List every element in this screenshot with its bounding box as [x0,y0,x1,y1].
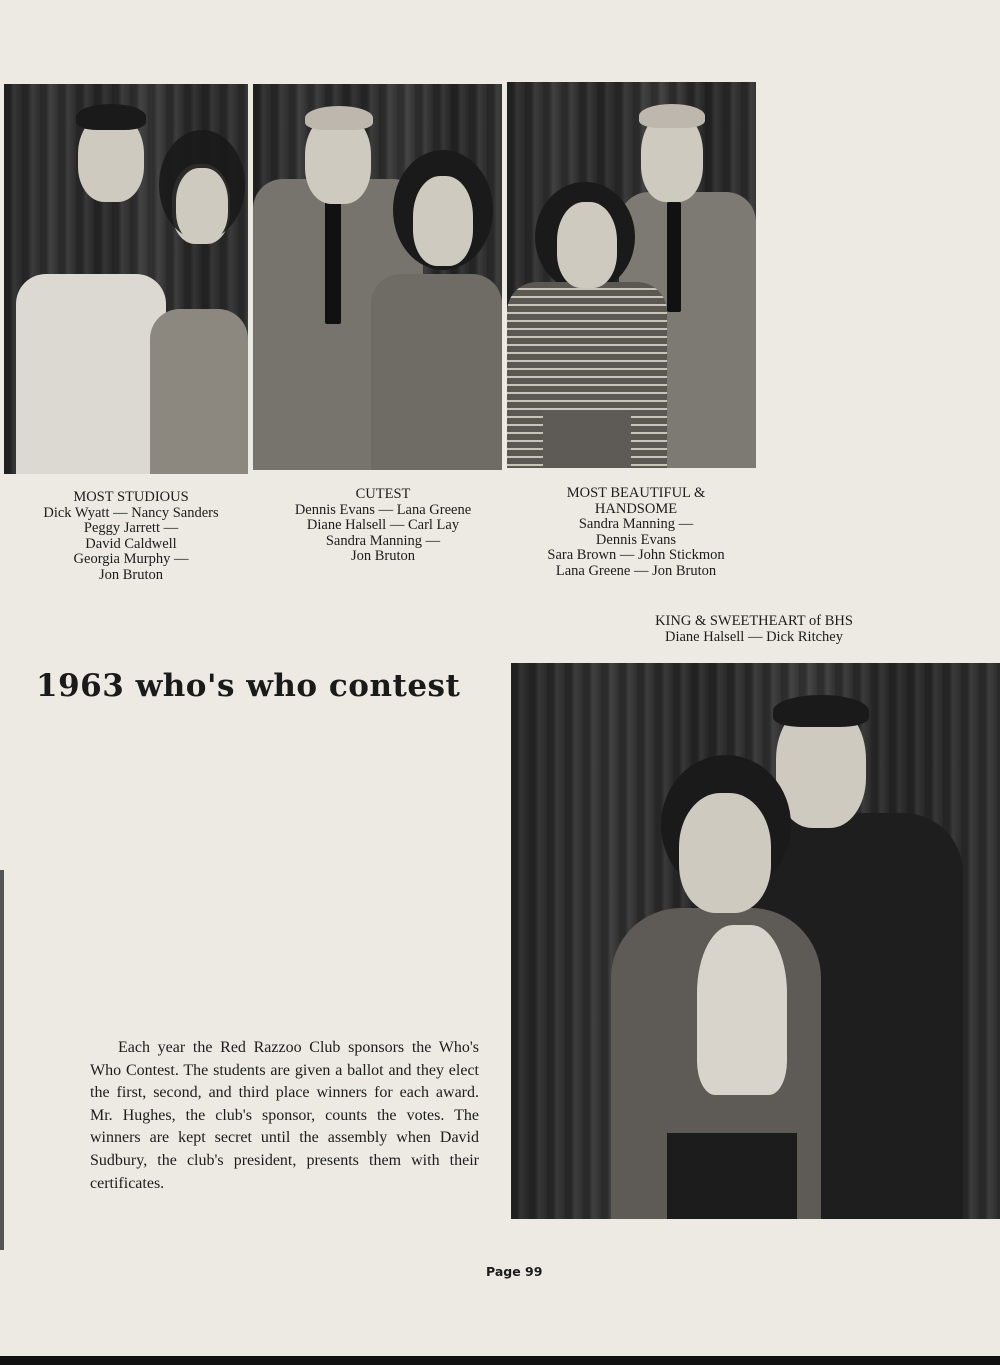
caption-line: Sara Brown — John Stickmon [547,547,725,563]
caption-line: Lana Greene — Jon Bruton [555,562,717,579]
caption-title: MOST BEAUTIFUL & [566,485,706,501]
photo-most-studious [4,84,248,474]
caption-line: Peggy Jarrett — [83,520,179,536]
photo-most-beautiful [507,82,756,468]
caption-line: David Caldwell [85,535,177,552]
page-number: Page 99 [486,1264,543,1279]
caption-line: Dennis Evans — Lana Greene [294,501,472,518]
caption-title: MOST STUDIOUS [73,489,189,505]
caption-title: CUTEST [355,486,411,502]
body-paragraph: Each year the Red Razzoo Club sponsors the Who's Who Contest. The students are given a ballot and they elect the first, second, and third place winners for each award. Mr. Hughes, the club's sponsor, counts the votes. The winners are kept secret until the assembly when David Sudbury, the club's president, presents them with their certificates. [90,1039,479,1192]
caption-king-sweetheart [632,614,876,645]
caption-line: Sandra Manning — [325,532,441,549]
caption-line: Diane Halsell — Dick Ritchey [665,628,843,645]
photo-cutest [253,84,502,470]
caption-title: KING & SWEETHEART of BHS [655,613,853,629]
caption-line: Sandra Manning — [578,516,694,532]
caption-line: Diane Halsell — Carl Lay [306,517,460,533]
caption-line: Jon Bruton [98,566,164,583]
caption-line: Dennis Evans [595,531,677,548]
page-title: 1963 who's who contest [36,668,461,704]
scan-bottom-edge [0,1356,1000,1365]
photo-king-sweetheart [511,663,1000,1219]
caption-most-studious [26,490,236,583]
caption-line: Dick Wyatt — Nancy Sanders [43,504,219,521]
caption-most-beautiful [528,486,744,579]
caption-title: HANDSOME [594,500,678,517]
page-edge-shadow [0,870,4,1250]
caption-line: Jon Bruton [350,548,416,564]
caption-line: Georgia Murphy — [73,551,189,567]
caption-cutest [270,487,496,565]
